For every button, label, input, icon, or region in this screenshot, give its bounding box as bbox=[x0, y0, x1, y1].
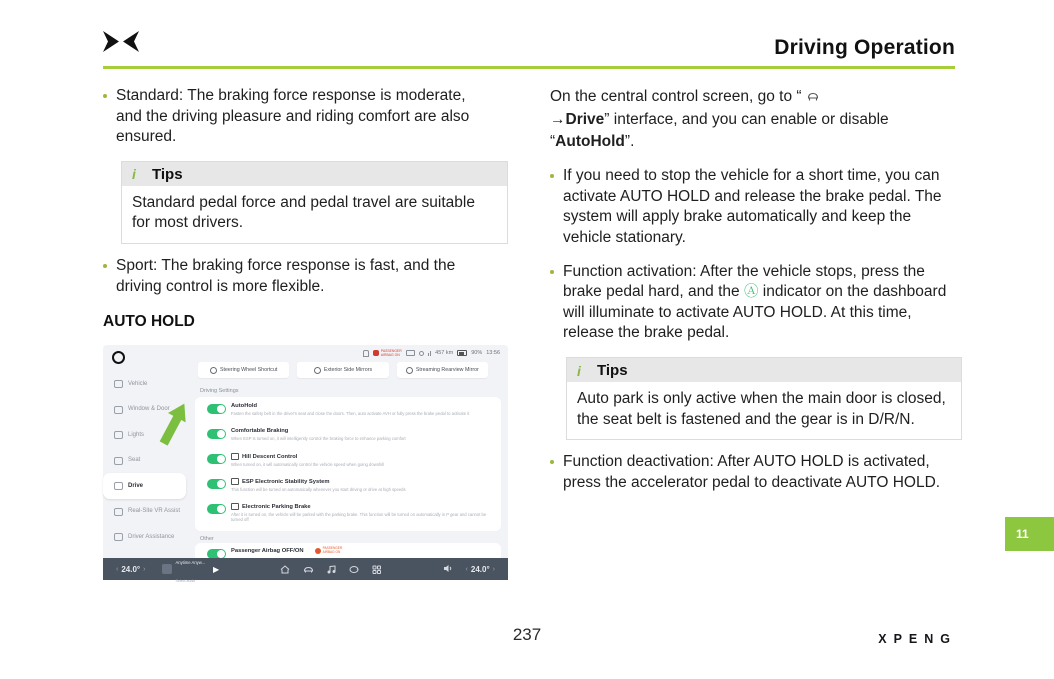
esp-toggle[interactable] bbox=[207, 479, 226, 489]
driver-assistance-icon bbox=[114, 533, 123, 541]
intro-text: ”. bbox=[624, 132, 635, 150]
intro-paragraph bbox=[550, 86, 962, 152]
tab-label: Steering Wheel Shortcut bbox=[219, 367, 278, 374]
page-title: Driving Operation bbox=[774, 36, 955, 59]
esp-icon bbox=[231, 478, 239, 485]
shortcut-tabs bbox=[198, 362, 488, 378]
setting-row-autohold bbox=[195, 402, 501, 427]
vehicle-icon bbox=[114, 380, 123, 388]
autohold-indicator-icon: Ⓐ bbox=[743, 284, 759, 301]
chapter-tab: 11 bbox=[1005, 517, 1054, 551]
media-widget[interactable] bbox=[162, 551, 219, 587]
bullet-dot bbox=[103, 264, 107, 268]
xpeng-wordmark: XPENG bbox=[878, 632, 957, 646]
setting-row-parking-brake bbox=[195, 502, 501, 535]
alert-line: PASSENGER bbox=[380, 349, 402, 354]
volume-icon[interactable] bbox=[443, 560, 453, 578]
airbag-status-badge bbox=[315, 547, 343, 555]
sidebar-item-vr-assist[interactable] bbox=[103, 499, 197, 525]
right-column bbox=[550, 86, 962, 493]
info-icon: i bbox=[132, 166, 136, 183]
bullet-dot bbox=[550, 174, 554, 178]
tips-header bbox=[567, 358, 961, 382]
setting-row-comfortable-braking bbox=[195, 427, 501, 452]
tips-header bbox=[122, 162, 507, 186]
tab-exterior-side-mirrors[interactable] bbox=[297, 362, 388, 378]
setting-title: AutoHold bbox=[231, 403, 258, 410]
bullet-function-deactivation bbox=[550, 452, 962, 493]
bullet-short-stop bbox=[550, 166, 962, 248]
bullet-function-activation bbox=[550, 262, 962, 344]
vr-assist-icon bbox=[114, 508, 123, 516]
tab-steering-wheel-shortcut[interactable] bbox=[198, 362, 289, 378]
xpeng-circle-logo bbox=[112, 351, 125, 364]
home-icon[interactable] bbox=[280, 565, 290, 574]
infotainment-screenshot bbox=[103, 345, 508, 584]
dock-right bbox=[443, 560, 498, 578]
page-number: 237 bbox=[512, 625, 542, 644]
activation-text: Function activation: After the vehicle stops, press the brake pedal hard, and the bbox=[563, 262, 925, 301]
apps-grid-icon[interactable] bbox=[372, 565, 381, 574]
car-app-icon[interactable] bbox=[303, 565, 314, 574]
alert-line: AIRBAG ON bbox=[380, 353, 400, 358]
bluetooth-icon bbox=[419, 351, 424, 356]
album-art bbox=[162, 564, 172, 574]
media-subtitle: Select audio bbox=[175, 579, 196, 584]
sidebar-label: Real-Site VR Assist bbox=[128, 508, 181, 515]
setting-desc: This function will be turned on automatically whenever you start driving or drive at high speeds bbox=[231, 486, 406, 492]
setting-title: Electronic Parking Brake bbox=[242, 503, 311, 510]
lights-icon bbox=[114, 431, 123, 439]
tab-label: Exterior Side Mirrors bbox=[323, 367, 373, 374]
car-status-icon bbox=[406, 350, 415, 356]
view-360-icon[interactable] bbox=[349, 565, 359, 574]
temp-up-left[interactable]: › bbox=[143, 565, 146, 573]
intro-text: → bbox=[550, 111, 566, 129]
intro-text: On the central control screen, go to “ bbox=[550, 88, 806, 105]
bullet-sport-text: Sport: The braking force response is fast, and the driving control is more flexible. bbox=[116, 257, 456, 295]
setting-row-hill-descent bbox=[195, 452, 501, 477]
sidebar-label: Driver Assistance bbox=[128, 533, 175, 540]
airbag-row-title: Passenger Airbag OFF/ON bbox=[231, 548, 304, 555]
temp-down-right[interactable]: ‹ bbox=[465, 565, 468, 573]
dock bbox=[103, 558, 508, 584]
setting-desc: When ESP is turned on, it will intelligently control the braking force to enhance parking comfort bbox=[231, 435, 406, 441]
tips-box-right bbox=[566, 357, 962, 440]
sidebar-item-drive[interactable] bbox=[103, 473, 186, 499]
info-icon: i bbox=[577, 362, 581, 379]
tips-box-left bbox=[121, 161, 508, 244]
section-driving-settings: Driving Settings bbox=[200, 388, 239, 395]
bullet-sport bbox=[103, 256, 508, 297]
tab-label: Streaming Rearview Mirror bbox=[415, 367, 479, 374]
sidebar-label: Window & Door bbox=[128, 406, 170, 413]
sidebar-item-vehicle[interactable] bbox=[103, 371, 197, 397]
play-icon[interactable]: ▶ bbox=[213, 564, 220, 574]
clock: 13:56 bbox=[486, 350, 500, 357]
drive-bold: Drive bbox=[565, 111, 605, 129]
setting-title: Comfortable Braking bbox=[231, 428, 289, 435]
sidebar-label: Drive bbox=[128, 482, 144, 489]
auto-hold-heading: AUTO HOLD bbox=[103, 313, 195, 331]
steering-wheel-icon bbox=[210, 367, 217, 374]
bullet-standard-text: Standard: The braking force response is moderate, and the driving pleasure and riding comfort are also ensured. bbox=[116, 87, 470, 146]
setting-row-esp bbox=[195, 477, 501, 502]
tips-title: Tips bbox=[597, 362, 628, 379]
bullet-function-activation-text bbox=[563, 262, 955, 344]
comfortable-braking-toggle[interactable] bbox=[207, 429, 226, 439]
status-bar bbox=[363, 349, 500, 357]
bullet-dot bbox=[550, 460, 554, 464]
hill-descent-icon bbox=[231, 453, 239, 460]
driver-temperature: 24.0° bbox=[121, 564, 141, 574]
setting-title: ESP Electronic Stability System bbox=[242, 478, 330, 485]
sidebar-label: Lights bbox=[128, 431, 145, 438]
car-settings-icon bbox=[806, 88, 820, 109]
bullet-function-deactivation-text: Function deactivation: After AUTO HOLD is activated, press the accelerator pedal to deactivate AUTO HOLD. bbox=[563, 453, 941, 491]
sidebar-item-seat[interactable] bbox=[103, 448, 197, 474]
tab-streaming-rearview-mirror[interactable] bbox=[397, 362, 488, 378]
passenger-airbag-row bbox=[195, 543, 501, 558]
autohold-bold: AutoHold bbox=[555, 132, 625, 150]
setting-title: Hill Descent Control bbox=[242, 453, 298, 460]
dock-app-icons bbox=[280, 565, 381, 574]
bullet-dot bbox=[550, 270, 554, 274]
setting-desc: After it is turned on, the vehicle will be parked with the parking brake. This function will be turned on automatically in P gear and cannot be turned off bbox=[231, 511, 487, 523]
temp-down-left[interactable]: ‹ bbox=[116, 565, 119, 573]
drive-icon bbox=[114, 482, 123, 490]
autohold-toggle[interactable] bbox=[207, 404, 226, 414]
bullet-dot bbox=[103, 94, 107, 98]
setting-desc: When turned on, it will automatically control the vehicle speed when going downhill bbox=[231, 461, 385, 467]
badge-line: AIRBAG ON bbox=[322, 550, 341, 555]
signal-icon bbox=[428, 351, 432, 356]
tips-title: Tips bbox=[152, 165, 183, 183]
range-value: 457 km bbox=[435, 350, 454, 357]
section-other: Other bbox=[200, 536, 214, 543]
airbag-badge-icon bbox=[315, 548, 321, 554]
intro-text: ” interface, and you can enable or disable “ bbox=[550, 111, 889, 150]
bell-icon[interactable] bbox=[363, 350, 369, 357]
hill-descent-toggle[interactable] bbox=[207, 454, 226, 464]
battery-percent: 90% bbox=[471, 350, 483, 357]
left-column bbox=[103, 86, 508, 584]
sidebar-item-driver-assistance[interactable] bbox=[103, 524, 197, 550]
driving-settings-card bbox=[195, 397, 501, 531]
airbag-alert bbox=[373, 349, 402, 357]
window-door-icon bbox=[114, 406, 123, 414]
media-title: Anytime Anyw... bbox=[175, 560, 206, 566]
passenger-temperature: 24.0° bbox=[470, 564, 490, 574]
seat-icon bbox=[114, 457, 123, 465]
setting-desc: Fasten the safety belt in the driver's seat and close the doors. Then, auto activate AVH or fully press the brake pedal to activate it bbox=[231, 410, 470, 416]
music-icon[interactable] bbox=[327, 565, 336, 574]
sidebar-label: Seat bbox=[128, 457, 141, 464]
temp-up-right[interactable]: › bbox=[492, 565, 495, 573]
bullet-standard bbox=[103, 86, 508, 148]
battery-icon bbox=[457, 350, 467, 356]
header-rule bbox=[103, 66, 955, 69]
xpeng-x-logo bbox=[102, 30, 140, 58]
parking-brake-icon bbox=[231, 503, 239, 510]
badge-line: PASSENGER bbox=[322, 546, 343, 551]
sidebar-label: Vehicle bbox=[128, 380, 148, 387]
rearview-mirror-icon bbox=[406, 367, 413, 374]
activation-text: indicator on the dashboard will illuminate to activate AUTO HOLD. At this time, release the brake pedal. bbox=[563, 283, 947, 342]
tips-body: Standard pedal force and pedal travel are suitable for most drivers. bbox=[132, 193, 475, 232]
bullet-short-stop-text: If you need to stop the vehicle for a short time, you can activate AUTO HOLD and release the brake pedal. The system will apply brake automatically and keep the vehicle stationary. bbox=[563, 167, 942, 246]
parking-brake-toggle[interactable] bbox=[207, 504, 226, 514]
airbag-warning-icon bbox=[373, 350, 379, 356]
tips-body: Auto park is only active when the main door is closed, the seat belt is fastened and the gear is in D/R/N. bbox=[577, 390, 946, 428]
side-mirror-icon bbox=[314, 367, 321, 374]
